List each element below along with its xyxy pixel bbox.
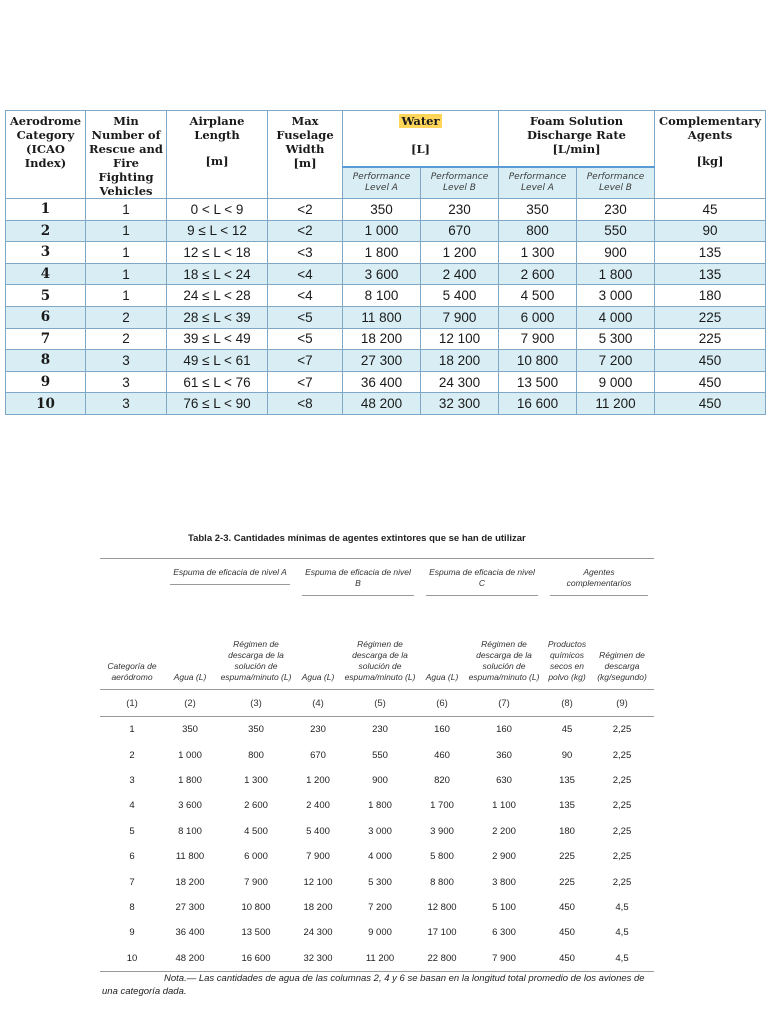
table-cell: 2,25 [612, 774, 632, 786]
cell-width: <5 [268, 328, 343, 350]
cell-comp: 45 [655, 199, 766, 221]
table-row [100, 895, 654, 920]
cell-foam-b: 5 300 [577, 328, 655, 350]
table-cell: 12 800 [427, 901, 457, 913]
table-cell: 670 [310, 749, 326, 761]
table-row [100, 717, 654, 743]
table-cell: 230 [310, 724, 326, 736]
cell-water-a: 36 400 [343, 371, 421, 393]
cell-foam-b: 11 200 [577, 393, 655, 415]
column-number: (8) [544, 690, 590, 717]
table2-caption: Tabla 2-3. Cantidades mínimas de agentes extintores que se han de utilizar [188, 533, 526, 544]
table-row [100, 869, 654, 894]
cell-veh: 1 [86, 220, 167, 242]
cell-foam-b: 550 [577, 220, 655, 242]
col-water-a: Agua (L) [164, 605, 216, 690]
table-cell: 4,5 [615, 927, 629, 939]
table-cell: 1 [129, 724, 135, 736]
table-cell: 160 [434, 724, 450, 736]
column-number: (7) [464, 690, 544, 717]
table-row [6, 328, 766, 350]
cell-foam-a: 4 500 [499, 285, 577, 307]
header-water: Water [L] [343, 111, 499, 167]
table-row [6, 285, 766, 307]
cell-cat: 4 [6, 263, 86, 285]
table-cell: 180 [559, 825, 575, 837]
col-rate-c: Régimen de descarga de la solución de espuma/minuto (L) [464, 605, 544, 690]
cell-len: 61 ≤ L < 76 [167, 371, 268, 393]
table-cell: 5 800 [430, 851, 454, 863]
cell-foam-b: 230 [577, 199, 655, 221]
table-cell: 17 100 [427, 927, 457, 939]
cell-foam-b: 3 000 [577, 285, 655, 307]
table-cell: 6 [129, 851, 135, 863]
header-foam-perf-a: Performance Level A [499, 167, 577, 199]
table-cell: 1 000 [178, 749, 202, 761]
table-cell: 27 300 [175, 901, 205, 913]
table-row [6, 220, 766, 242]
table-cell: 550 [372, 749, 388, 761]
cell-len: 0 < L < 9 [167, 199, 268, 221]
table-cell: 24 300 [303, 927, 333, 939]
cell-len: 28 ≤ L < 39 [167, 306, 268, 328]
table-cell: 160 [496, 724, 512, 736]
table-cell: 350 [248, 724, 264, 736]
table-cell: 7 900 [244, 876, 268, 888]
cell-len: 49 ≤ L < 61 [167, 350, 268, 372]
cell-veh: 2 [86, 328, 167, 350]
cell-veh: 3 [86, 350, 167, 372]
table-row [6, 199, 766, 221]
cell-foam-b: 9 000 [577, 371, 655, 393]
table-row [100, 844, 654, 869]
cell-veh: 3 [86, 393, 167, 415]
table-cell: 135 [559, 774, 575, 786]
table-cell: 2,25 [612, 876, 632, 888]
cell-comp: 135 [655, 263, 766, 285]
table-cell: 3 000 [368, 825, 392, 837]
cell-water-a: 11 800 [343, 306, 421, 328]
cell-water-b: 1 200 [421, 242, 499, 264]
cell-comp: 135 [655, 242, 766, 264]
column-number: (9) [590, 690, 654, 717]
table-cell: 18 200 [175, 876, 205, 888]
table-cell: 450 [559, 927, 575, 939]
cell-len: 12 ≤ L < 18 [167, 242, 268, 264]
cell-width: <2 [268, 199, 343, 221]
table2-body [100, 717, 654, 972]
header-complementary-agents: Complementary Agents [kg] [655, 111, 766, 199]
cell-cat: 7 [6, 328, 86, 350]
table-cell: 10 800 [241, 901, 271, 913]
table-row [100, 946, 654, 972]
cell-foam-a: 350 [499, 199, 577, 221]
table-row [100, 793, 654, 818]
table-row [100, 742, 654, 767]
cell-water-b: 24 300 [421, 371, 499, 393]
cell-foam-a: 16 600 [499, 393, 577, 415]
table-cell: 6 300 [492, 927, 516, 939]
cell-water-b: 5 400 [421, 285, 499, 307]
cell-width: <2 [268, 220, 343, 242]
group-foam-b: Espuma de eficacia de nivel B [296, 559, 420, 606]
table-cell: 1 800 [368, 800, 392, 812]
header-max-fuselage-width: Max Fuselage Width [m] [268, 111, 343, 199]
cell-width: <7 [268, 350, 343, 372]
cell-foam-b: 4 000 [577, 306, 655, 328]
table-cell: 2,25 [612, 825, 632, 837]
cell-water-a: 3 600 [343, 263, 421, 285]
table-cell: 22 800 [420, 946, 464, 972]
table-cell: 7 [129, 876, 135, 888]
table-cell: 2 [129, 749, 135, 761]
table-cell: 2,25 [612, 724, 632, 736]
cell-water-b: 18 200 [421, 350, 499, 372]
table-cell: 2,25 [612, 851, 632, 863]
table-cell: 450 [559, 901, 575, 913]
table-row [6, 371, 766, 393]
cell-width: <4 [268, 263, 343, 285]
table-cell: 630 [496, 774, 512, 786]
cell-foam-b: 1 800 [577, 263, 655, 285]
cell-width: <4 [268, 285, 343, 307]
cell-water-a: 18 200 [343, 328, 421, 350]
table-cell: 9 000 [368, 927, 392, 939]
table-cell: 3 800 [492, 876, 516, 888]
table-cell: 3 [129, 774, 135, 786]
cell-foam-a: 13 500 [499, 371, 577, 393]
table-cell: 16 600 [216, 946, 296, 972]
header-category: Aerodrome Category (ICAO Index) [6, 111, 86, 199]
table-cell: 8 800 [430, 876, 454, 888]
cell-water-b: 12 100 [421, 328, 499, 350]
table-cell: 48 200 [164, 946, 216, 972]
table-cell: 4,5 [590, 946, 654, 972]
table-cell: 5 400 [306, 825, 330, 837]
table-cell: 225 [559, 851, 575, 863]
cell-comp: 225 [655, 328, 766, 350]
table-cell: 2,25 [612, 800, 632, 812]
table-cell: 12 100 [303, 876, 333, 888]
table-cell: 2 600 [244, 800, 268, 812]
table-row [6, 306, 766, 328]
cell-comp: 450 [655, 350, 766, 372]
table-row [100, 920, 654, 945]
cell-len: 24 ≤ L < 28 [167, 285, 268, 307]
table-cell: 2 200 [492, 825, 516, 837]
table-cell: 5 100 [492, 901, 516, 913]
cell-width: <3 [268, 242, 343, 264]
table-cell: 7 200 [368, 901, 392, 913]
table-cell: 360 [496, 749, 512, 761]
cell-foam-b: 900 [577, 242, 655, 264]
cell-veh: 1 [86, 285, 167, 307]
table-cell: 820 [434, 774, 450, 786]
cell-foam-a: 6 000 [499, 306, 577, 328]
table-cell: 1 800 [178, 774, 202, 786]
group-foam-c: Espuma de eficacia de nivel C [420, 559, 544, 606]
extinguishing-agents-table [100, 558, 654, 972]
group-complementary: Agentes complementarios [544, 559, 654, 606]
table-cell: 45 [561, 724, 573, 736]
table-cell: 8 100 [178, 825, 202, 837]
cell-foam-a: 10 800 [499, 350, 577, 372]
cell-comp: 90 [655, 220, 766, 242]
cell-foam-a: 1 300 [499, 242, 577, 264]
col-rate-b: Régimen de descarga de la solución de espuma/minuto (L) [340, 605, 420, 690]
cell-len: 76 ≤ L < 90 [167, 393, 268, 415]
table-cell: 4 000 [368, 851, 392, 863]
column-number: (1) [100, 690, 164, 717]
header-min-vehicles: Min Number of Rescue and Fire Fighting Vehicles [86, 111, 167, 199]
cell-comp: 180 [655, 285, 766, 307]
cell-foam-a: 7 900 [499, 328, 577, 350]
cell-water-b: 7 900 [421, 306, 499, 328]
cell-width: <8 [268, 393, 343, 415]
table-cell: 9 [129, 927, 135, 939]
cell-water-a: 48 200 [343, 393, 421, 415]
cell-cat: 5 [6, 285, 86, 307]
cell-comp: 450 [655, 393, 766, 415]
group-foam-a: Espuma de eficacia de nivel A [164, 559, 296, 606]
table2-note: Nota.— Las cantidades de agua de las columnas 2, 4 y 6 se basan en la longitud total promedio de los aviones de una categoría dada. [102, 973, 645, 997]
table-row [6, 350, 766, 372]
cell-comp: 450 [655, 371, 766, 393]
cell-cat: 10 [6, 393, 86, 415]
cell-water-b: 2 400 [421, 263, 499, 285]
table-cell: 1 700 [430, 800, 454, 812]
header-foam-perf-b: Performance Level B [577, 167, 655, 199]
table-cell: 6 000 [244, 851, 268, 863]
table-row [100, 819, 654, 844]
rescue-fire-fighting-table [5, 110, 766, 415]
table-cell: 3 900 [430, 825, 454, 837]
table-row [6, 242, 766, 264]
table-cell: 230 [372, 724, 388, 736]
cell-veh: 1 [86, 242, 167, 264]
table-cell: 10 [100, 946, 164, 972]
column-number: (4) [296, 690, 340, 717]
header-airplane-length: Airplane Length [m] [167, 111, 268, 199]
group-empty [100, 559, 164, 606]
table-cell: 800 [248, 749, 264, 761]
table1-body [6, 199, 766, 415]
column-number: (6) [420, 690, 464, 717]
cell-cat: 6 [6, 306, 86, 328]
column-numbers-row [100, 690, 654, 717]
table-row [6, 393, 766, 415]
col-rate-a: Régimen de descarga de la solución de espuma/minuto (L) [216, 605, 296, 690]
table-cell: 11 200 [340, 946, 420, 972]
cell-water-a: 1 800 [343, 242, 421, 264]
table-cell: 450 [544, 946, 590, 972]
table-cell: 2 900 [492, 851, 516, 863]
table-cell: 5 [129, 825, 135, 837]
cell-veh: 2 [86, 306, 167, 328]
cell-water-b: 32 300 [421, 393, 499, 415]
column-number: (5) [340, 690, 420, 717]
cell-cat: 3 [6, 242, 86, 264]
table-cell: 1 300 [244, 774, 268, 786]
cell-foam-a: 800 [499, 220, 577, 242]
cell-cat: 1 [6, 199, 86, 221]
cell-water-a: 350 [343, 199, 421, 221]
table-cell: 900 [372, 774, 388, 786]
table-cell: 32 300 [296, 946, 340, 972]
cell-veh: 3 [86, 371, 167, 393]
col-water-b: Agua (L) [296, 605, 340, 690]
cell-water-b: 670 [421, 220, 499, 242]
cell-cat: 8 [6, 350, 86, 372]
table-cell: 36 400 [175, 927, 205, 939]
cell-water-a: 1 000 [343, 220, 421, 242]
cell-width: <7 [268, 371, 343, 393]
table-cell: 7 900 [306, 851, 330, 863]
table-cell: 1 100 [492, 800, 516, 812]
header-water-perf-b: Performance Level B [421, 167, 499, 199]
table-cell: 8 [129, 901, 135, 913]
cell-veh: 1 [86, 263, 167, 285]
table-cell: 4 500 [244, 825, 268, 837]
table-cell: 11 800 [175, 851, 205, 863]
header-foam-discharge-rate: Foam Solution Discharge Rate [L/min] [499, 111, 655, 167]
cell-len: 39 ≤ L < 49 [167, 328, 268, 350]
cell-foam-b: 7 200 [577, 350, 655, 372]
table-cell: 350 [182, 724, 198, 736]
table-cell: 13 500 [241, 927, 271, 939]
cell-cat: 9 [6, 371, 86, 393]
cell-water-b: 230 [421, 199, 499, 221]
cell-len: 18 ≤ L < 24 [167, 263, 268, 285]
col-water-c: Agua (L) [420, 605, 464, 690]
cell-cat: 2 [6, 220, 86, 242]
column-number: (3) [216, 690, 296, 717]
table-cell: 460 [434, 749, 450, 761]
cell-water-a: 27 300 [343, 350, 421, 372]
table-cell: 90 [561, 749, 573, 761]
cell-veh: 1 [86, 199, 167, 221]
table-row [100, 768, 654, 793]
table-cell: 2 400 [306, 800, 330, 812]
cell-width: <5 [268, 306, 343, 328]
cell-comp: 225 [655, 306, 766, 328]
table-cell: 7 900 [464, 946, 544, 972]
table-cell: 4 [129, 800, 135, 812]
column-number: (2) [164, 690, 216, 717]
cell-water-a: 8 100 [343, 285, 421, 307]
table-cell: 18 200 [303, 901, 333, 913]
table-cell: 225 [559, 876, 575, 888]
table-cell: 3 600 [178, 800, 202, 812]
col-discharge-rate: Régimen de descarga (kg/segundo) [590, 605, 654, 690]
header-water-perf-a: Performance Level A [343, 167, 421, 199]
cell-foam-a: 2 600 [499, 263, 577, 285]
table-cell: 1 200 [306, 774, 330, 786]
col-category: Categoría de aeródromo [100, 605, 164, 690]
col-dry-powder: Productos químicos secos en polvo (kg) [544, 605, 590, 690]
table-cell: 4,5 [615, 901, 629, 913]
table-cell: 5 300 [368, 876, 392, 888]
table-cell: 2,25 [612, 749, 632, 761]
table-row [6, 263, 766, 285]
cell-len: 9 ≤ L < 12 [167, 220, 268, 242]
table-cell: 135 [559, 800, 575, 812]
